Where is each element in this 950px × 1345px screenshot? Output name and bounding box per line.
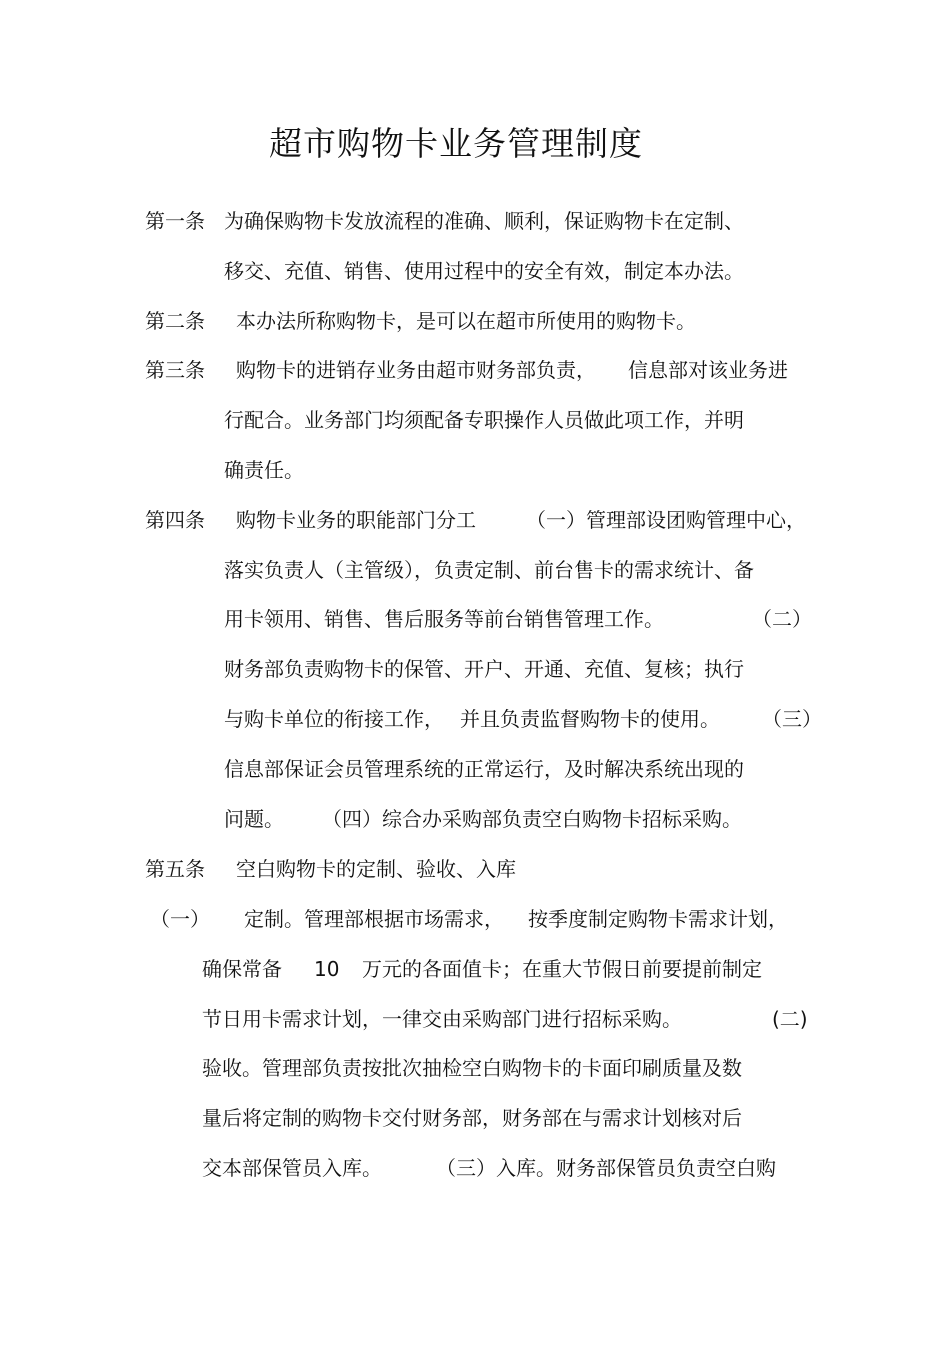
text-line-s2-l1: 验收。管理部负责按批次抽检空白购物卡的卡面印刷质量及数 [202,1056,742,1080]
text-line-a3-l2: 行配合。业务部门均须配备专职操作人员做此项工作，并明 [224,408,744,432]
text-line-a4-l7b: （四）综合办采购部负责空白购物卡招标采购。 [322,807,742,831]
text-line-a4-l5c: （三） [762,707,822,731]
text-line-s2-l3a: 交本部保管员入库。 [202,1156,382,1180]
document-title: 超市购物卡业务管理制度 [269,124,643,163]
text-line-a1-label: 第一条 [145,209,205,233]
text-line-a3-l3: 确责任。 [224,458,304,482]
text-line-a4-l5b: 并且负责监督购物卡的使用。 [460,707,720,731]
text-line-a4-l7a: 问题。 [224,807,284,831]
text-line-a1-l1: 为确保购物卡发放流程的准确、顺利，保证购物卡在定制、 [224,209,744,233]
text-line-a1-l2: 移交、充值、销售、使用过程中的安全有效，制定本办法。 [224,259,744,283]
text-line-a3-label: 第三条 [145,358,205,382]
text-line-a4-label: 第四条 [145,508,205,532]
text-line-a5-l1: 空白购物卡的定制、验收、入库 [236,857,516,881]
text-line-s1-l1b: 按季度制定购物卡需求计划， [528,907,788,931]
text-line-a2-label: 第二条 [145,309,205,333]
text-line-a3-l1b: 信息部对该业务进 [628,358,788,382]
text-line-s1-l3b: (二) [772,1007,808,1031]
text-line-a2-l1: 本办法所称购物卡，是可以在超市所使用的购物卡。 [236,309,696,333]
text-line-a5-label: 第五条 [145,857,205,881]
text-line-s2-l2: 量后将定制的购物卡交付财务部，财务部在与需求计划核对后 [202,1106,742,1130]
text-line-s1-l2a: 确保常备 [202,957,282,981]
text-line-s2-l3b: （三）入库。财务部保管员负责空白购 [436,1156,776,1180]
text-line-a4-l1a: 购物卡业务的职能部门分工 [236,508,476,532]
text-line-s1-l1a: 定制。管理部根据市场需求， [244,907,504,931]
text-line-a4-l6: 信息部保证会员管理系统的正常运行，及时解决系统出现的 [224,757,744,781]
text-line-s1-l3a: 节日用卡需求计划，一律交由采购部门进行招标采购。 [202,1007,682,1031]
text-line-a4-l1b: （一）管理部设团购管理中心， [526,508,806,532]
text-line-s1-label: （一） [150,907,210,931]
text-line-a3-l1a: 购物卡的进销存业务由超市财务部负责， [236,358,596,382]
text-line-a4-l3a: 用卡领用、销售、售后服务等前台销售管理工作。 [224,607,664,631]
text-line-a4-l3b: （二） [752,607,812,631]
text-line-a4-l5a: 与购卡单位的衔接工作， [224,707,444,731]
text-line-s1-l2c: 万元的各面值卡；在重大节假日前要提前制定 [362,957,762,981]
text-line-s1-l2b: 10 [314,957,340,981]
text-line-a4-l2: 落实负责人（主管级），负责定制、前台售卡的需求统计、备 [224,558,754,582]
text-line-a4-l4: 财务部负责购物卡的保管、开户、开通、充值、复核；执行 [224,657,744,681]
